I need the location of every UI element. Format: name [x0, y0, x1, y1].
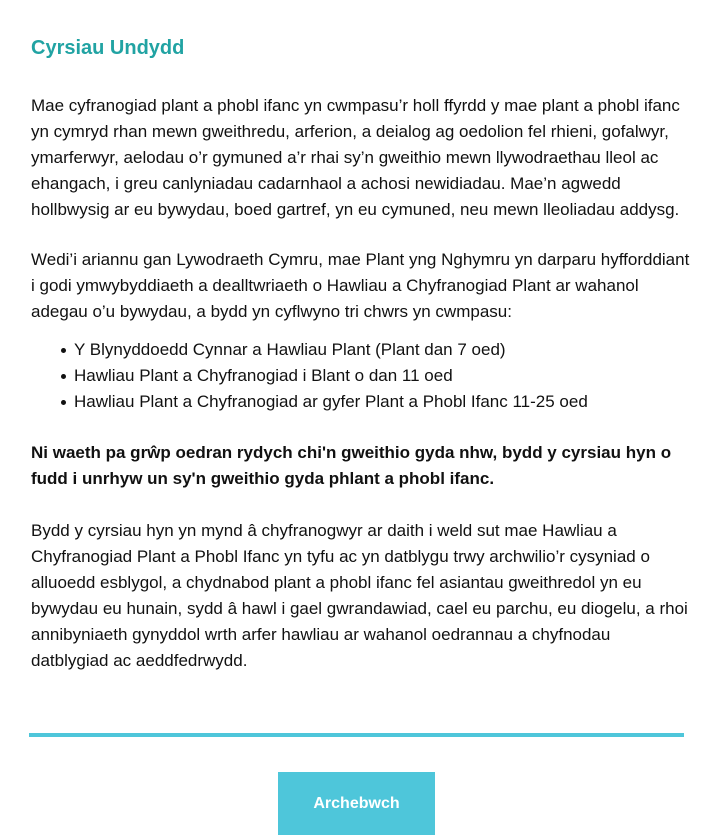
journey-paragraph: Bydd y cyrsiau hyn yn mynd â chyfranogwyr ar daith i weld sut mae Hawliau a Chyfranogiad Plant a Phobl Ifanc yn tyfu ac yn datblygu trwy archwilio’r cysyniad o alluoedd esblygol, a chydnabod plant a phobl ifanc fel asiantau gweithredol yn eu bywydau eu hunain, sydd â hawl i gael gwrandawiad, cael eu parchu, eu diogelu, a rhoi annibyniaeth gynyddol wrth arfer hawliau ar wahanol oedrannau a chyfnodau datblygiad ac aeddfedrwydd.: [31, 521, 688, 670]
course-label: Hawliau Plant a Chyfranogiad ar gyfer Plant a Phobl Ifanc 11-25 oed: [74, 392, 588, 411]
intro-paragraph: Mae cyfranogiad plant a phobl ifanc yn cwmpasu’r holl ffyrdd y mae plant a phobl ifanc yn cymryd rhan mewn gweithredu, arferion, a deialog ag oedolion fel rhieni, gofalwyr, ymarferwyr, aelodau o’r gymuned a’r rhai sy’n gweithio mewn llywodraethau lleol ac ehangach, i greu canlyniadau cadarnhaol a achosi newidiadau. Mae’n agwedd hollbwysig ar eu bywydau, boed gartref, yn eu cymuned, neu mewn lleoliadau addysg.: [31, 96, 680, 219]
course-label: Y Blynyddoedd Cynnar a Hawliau Plant (Plant dan 7 oed): [74, 340, 506, 359]
bullet-icon: [61, 400, 66, 405]
book-button[interactable]: Archebwch: [278, 772, 435, 835]
bold-statement: Ni waeth pa grŵp oedran rydych chi'n gweithio gyda nhw, bydd y cyrsiau hyn o fudd i unrhyw un sy'n gweithio gyda phlant a phobl ifanc.: [31, 443, 672, 488]
funding-paragraph: Wedi’i ariannu gan Lywodraeth Cymru, mae Plant yng Nghymru yn darparu hyfforddiant i godi ymwybyddiaeth a dealltwriaeth o Hawliau a Chyfranogiad Plant ar wahanol adegau o’u bywydau, a bydd yn cyflwyno tri chwrs yn cwmpasu:: [31, 250, 690, 321]
page-title: Cyrsiau Undydd: [31, 37, 185, 59]
divider: [29, 733, 684, 737]
course-label: Hawliau Plant a Chyfranogiad i Blant o dan 11 oed: [74, 366, 453, 385]
bullet-icon: [61, 374, 66, 379]
list-item: [31, 337, 691, 363]
list-item: [31, 389, 691, 415]
list-item: [31, 363, 691, 389]
course-list: [31, 337, 691, 415]
bullet-icon: [61, 348, 66, 353]
